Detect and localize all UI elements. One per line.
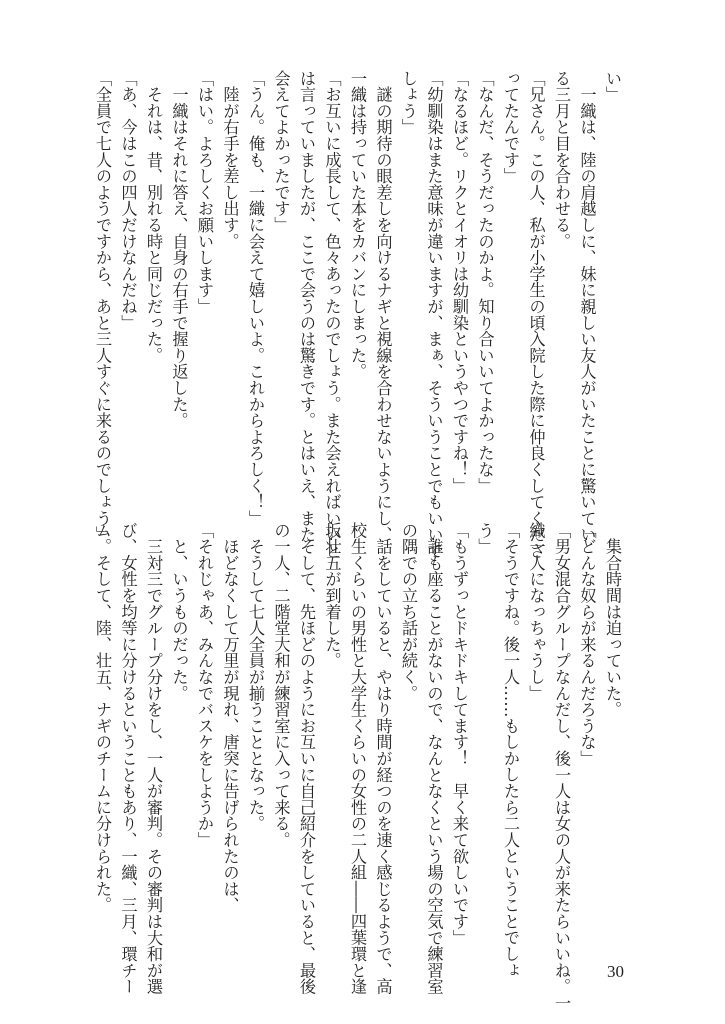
text-line: しょう」	[399, 70, 418, 136]
text-line: 話をしていると、やはり時間が経つのを速く感じるようで、高	[373, 522, 393, 995]
text-line: 「兄さん。この人、私が小学生の頃入院した際に仲良くしてくださ	[526, 70, 546, 559]
text-line: 坂壮五が到着した。	[322, 522, 342, 669]
text-line: ム。そして、陸、壮五、ナギのチームに分けられた。	[93, 522, 112, 914]
text-line: 「はい。よろしくお願いします」	[195, 70, 214, 315]
text-line: と、いうものだった。	[169, 522, 189, 702]
text-line: 校生くらいの男性と大学生くらいの女性の二人組――四葉環と逢	[348, 522, 367, 995]
text-line: 「うん。俺も、一織に会えて嬉しいよ。これからよろしく！」	[246, 70, 265, 527]
text-line: 「それじゃあ、みんなでバスケをしようか」	[195, 522, 214, 848]
text-line: 一織は持っていた本をカバンにしまった。	[348, 70, 367, 380]
text-line: 陸が右手を差し出す。	[220, 70, 240, 250]
page-number: 30	[607, 962, 624, 981]
text-line: 一織は、陸の肩越しに、妹に親しい友人がいたことに驚いてい	[577, 70, 597, 543]
text-line: それは、昔、別れる時と同じだった。	[144, 70, 163, 364]
text-line: そうして七人全員が揃うこととなった。	[246, 522, 265, 832]
text-line: 「あ、今はこの四人だけなんだね」	[118, 70, 138, 331]
text-line: 「なんだ、そうだったのかよ。知り合いいてよかったな」	[475, 70, 495, 494]
text-line: び、女性を均等に分けるということもあり、一織、三月、環チー	[118, 522, 138, 995]
text-line: 誰も座ることがないので、なんとなくという場の空気で練習室	[424, 522, 444, 995]
text-line: 「幼馴染はまた意味が違いますが、まぁ、そういうことでもいいで	[424, 70, 444, 559]
text-line: 「男女混合グループなんだし、後一人は女の人が来たらいいね。一	[552, 522, 571, 1011]
text-line: は言っていましたが、ここで会うのは驚きです。とはいえ、また	[297, 70, 316, 543]
text-line: 「お互いに成長して、色々あったのでしょう。また会えればいいと	[322, 70, 342, 559]
text-line: 集合時間は迫っていた。	[603, 522, 622, 718]
text-line: の隅での立ち話が続く。	[399, 522, 418, 702]
upper-text-tier	[90, 70, 625, 559]
text-line: ほどなくして万里が現れ、唐突に告げられたのは、	[220, 522, 240, 914]
text-line: い」	[603, 70, 622, 103]
text-line: 「全員で七人のようですから、あと三人すぐに来るのでしょう」	[93, 70, 112, 543]
text-line: 「もうずっとドキドキしてます！ 早く来て欲しいです」	[450, 522, 469, 946]
text-line: う」	[475, 522, 495, 555]
text-line: る三月と目を合わせる。	[552, 70, 571, 250]
text-line: 会えてよかったです」	[271, 70, 291, 233]
text-line: 「そうですね。後一人……もしかしたら二人ということでしょ	[501, 522, 520, 979]
text-line: の一人、二階堂大和が練習室に入って来る。	[271, 522, 291, 848]
text-line: 一織はそれに答え、自身の右手で握り返した。	[169, 70, 189, 429]
text-line: そして、先ほどのようにお互いに自己紹介をしていると、最後	[297, 522, 316, 995]
text-line: 謎の期待の眼差しを向けるナギと視線を合わせないようにし、	[373, 70, 393, 543]
text-line: 「なるほど。リクとイオリは幼馴染というやつですね！」	[450, 70, 469, 494]
text-line: 三対三でグループ分けをし、一人が審判。その審判は大和が選	[144, 522, 163, 995]
text-line: 「どんな奴らが来るんだろうな」	[577, 522, 597, 767]
text-line: 織一人になっちゃうし」	[526, 522, 546, 702]
text-line: ってたんです」	[501, 70, 520, 185]
